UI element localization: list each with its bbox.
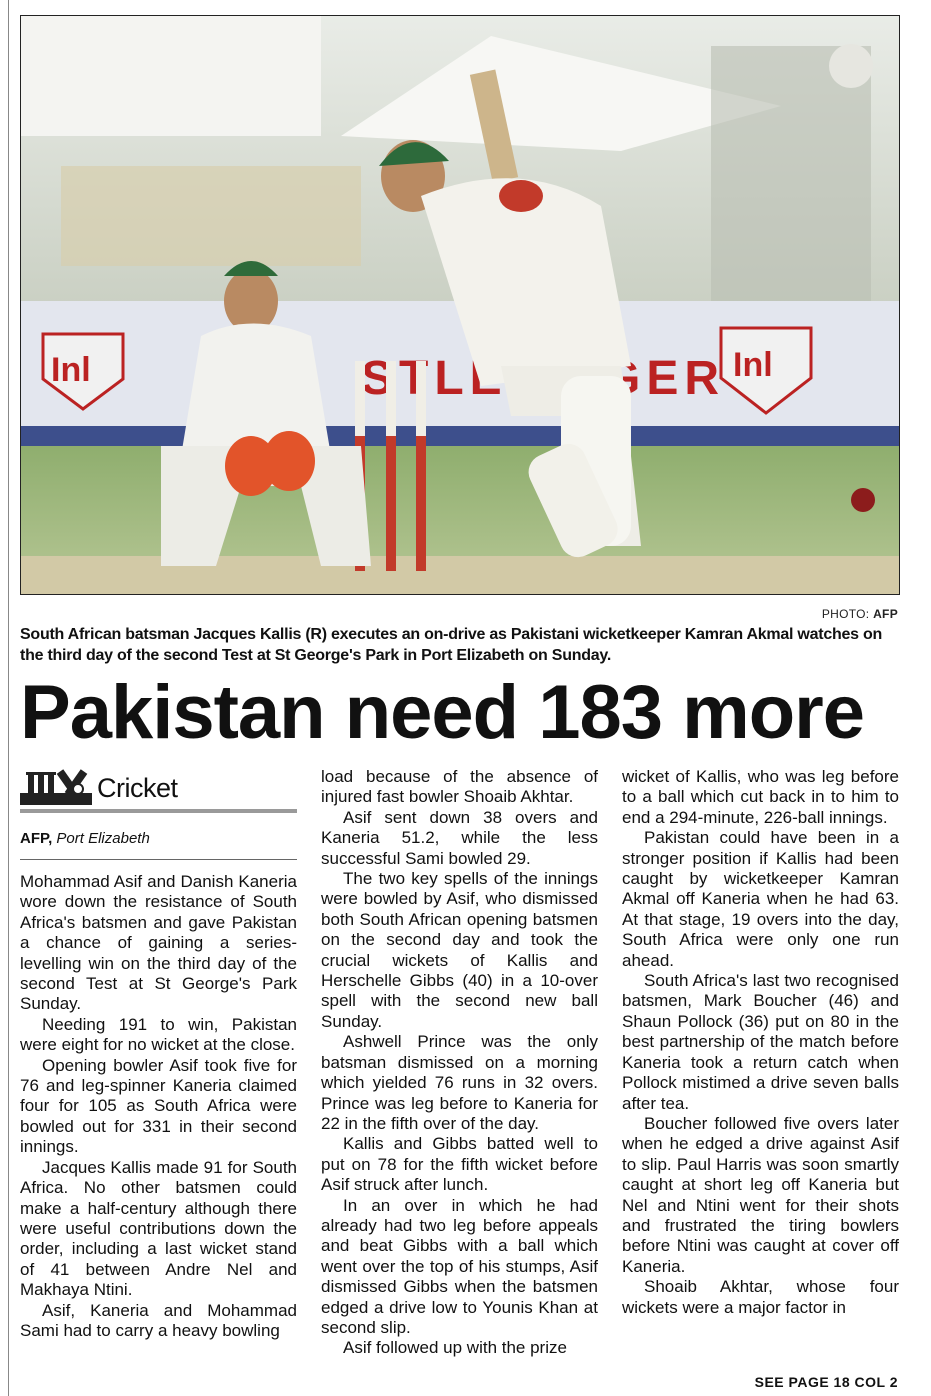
paragraph: South Africa's last two recognised batsmen, Mark Boucher (46) and Shaun Pollock (36) put on 80 in the best partnership of the match before Kaneria took a return catch when Pollock mistimed a drive seven balls after tea. xyxy=(622,971,899,1113)
paragraph: Ashwell Prince was the only batsman dismissed on a morning which yielded 76 runs in 32 overs. Prince was leg before to Kaneria for 22 in the fifth over of the day. xyxy=(321,1032,598,1133)
article-column-2 xyxy=(321,767,598,1359)
paragraph: Opening bowler Asif took five for 76 and leg-spinner Kaneria claimed four for 105 as South Africa were bowled out for 331 in their second innings. xyxy=(20,1055,297,1157)
paragraph: Boucher followed five overs later when he edged a drive against Asif to slip. Paul Harris was soon smartly caught at short leg off Kaneria but Nel and Ntini went for their shots and frustrated the tiring bowlers before Ntini was caught at cover off Kaneria. xyxy=(622,1113,899,1276)
cricket-ball xyxy=(851,488,875,512)
sign-text: STLE LAGER xyxy=(361,352,726,405)
photo-caption: South African batsman Jacques Kallis (R) executes an on-drive as Pakistani wicketkeeper Kamran Akmal watches on the third day of the second Test at St George's Park in Port Elizabeth on Sunday. xyxy=(20,626,883,664)
headline: Pakistan need 183 more xyxy=(20,670,864,755)
paragraph: load because of the absence of injured fast bowler Shoaib Akhtar. xyxy=(321,767,598,807)
credit-agency: AFP xyxy=(873,607,898,621)
article-column-1 xyxy=(20,767,297,1341)
section-header xyxy=(20,767,297,813)
byline-place: Port Elizabeth xyxy=(56,830,150,847)
paragraph: Kallis and Gibbs batted well to put on 78 for the fifth wicket before Asif struck after lunch. xyxy=(321,1134,598,1195)
page-edge-rule xyxy=(8,0,9,1396)
sign-logo-right: Inl xyxy=(733,346,773,384)
paragraph: Shoaib Akhtar, whose four wickets were a major factor in xyxy=(622,1277,899,1317)
credit-prefix: PHOTO: xyxy=(821,607,870,621)
paragraph: In an over in which he had already had two leg before appeals and beat Gibbs with a ball which went over the top of his stumps, Asif dismissed Gibbs when the batsmen edged a drive low to Younis Khan at second slip. xyxy=(321,1195,598,1337)
paragraph: Pakistan could have been in a stronger position if Kallis had been caught by wicketkeeper Kamran Akmal off Kaneria when he had 63. At that stage, 19 overs into the day, South Africa were only one run ahead. xyxy=(622,828,899,970)
paragraph: Asif sent down 38 overs and Kaneria 51.2, while the less successful Sami bowled 29. xyxy=(321,807,598,868)
news-photo xyxy=(20,15,900,595)
section-label: Cricket xyxy=(97,773,178,803)
paragraph: wicket of Kallis, who was leg before to a ball which cut back in to him to end a 294-minute, 226-ball innings. xyxy=(622,767,899,827)
sign-logo: Inl xyxy=(51,351,91,389)
cricket-icon xyxy=(20,769,92,805)
photo-credit xyxy=(822,607,898,621)
paragraph: Asif, Kaneria and Mohammad Sami had to carry a heavy bowling xyxy=(20,1300,297,1340)
continued-jump-line: SEE PAGE 18 COL 2 xyxy=(754,1374,898,1390)
paragraph: Jacques Kallis made 91 for South Africa. No other batsmen could make a half-century although there were useful contributions down the order, including a last wicket stand of 41 between Andre Nel and Makhaya Ntini. xyxy=(20,1157,297,1300)
cricket-action-photo xyxy=(21,16,899,594)
paragraph: Mohammad Asif and Danish Kaneria wore down the resistance of South Africa's batsmen and gave Pakistan a chance of gaining a series-levelling win on the third day of the second Test at St George's Park Sunday. xyxy=(20,872,297,1014)
paragraph: The two key spells of the innings were bowled by Asif, who dismissed both South African opening batsmen on the second day and took the crucial wickets of Kallis and Herschelle Gibbs (40) in a 10-over spell with the second new ball Sunday. xyxy=(321,869,598,1031)
paragraph: Needing 191 to win, Pakistan were eight for no wicket at the close. xyxy=(20,1014,297,1055)
paragraph: Asif followed up with the prize xyxy=(343,1338,567,1358)
article-column-3 xyxy=(622,767,899,1318)
byline xyxy=(20,829,297,860)
byline-agency: AFP, xyxy=(20,830,53,847)
